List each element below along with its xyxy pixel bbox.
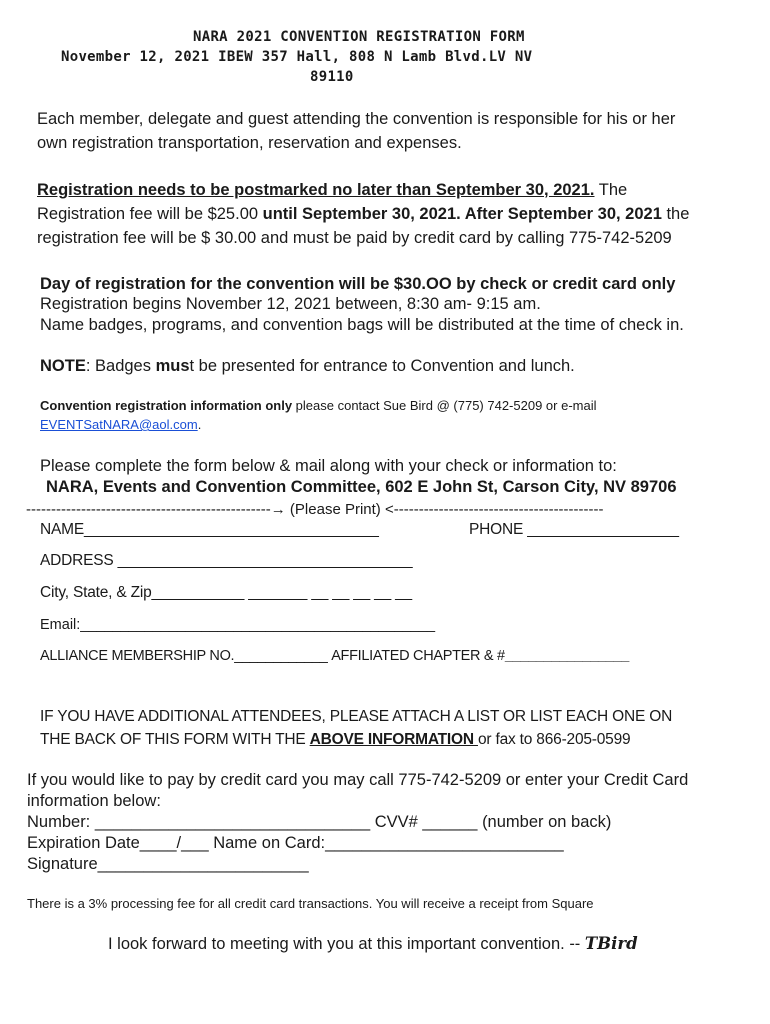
alliance-line[interactable]: ____________ [234, 648, 328, 664]
city-line[interactable]: ___________ _______ __ __ __ __ __ [151, 584, 412, 601]
fee-part-a: Registration fee will be $25.00 [37, 205, 263, 223]
attendees-text-a: THE BACK OF THIS FORM WITH THE [40, 731, 310, 748]
contact-email-link[interactable]: EVENTSatNARA@aol.com [40, 417, 198, 432]
deadline-bold: Registration needs to be postmarked no later than September 30, 2021. [37, 181, 595, 199]
event-zip: 89110 [310, 69, 354, 85]
contact-email-line [40, 417, 201, 432]
please-print-divider: -------------------------------------------------→ (Please Print) <------------------------------------------ [26, 501, 604, 518]
card-number-field[interactable]: Number: ______________________________ CVV# ______ (number on back) [27, 813, 612, 831]
registration-fee-late: registration fee will be $ 30.00 and must be paid by credit card by calling 775-742-5209 [37, 229, 672, 247]
address-line[interactable]: ___________________________________ [117, 552, 413, 569]
badges-distribution: Name badges, programs, and convention bags will be distributed at the time of check in. [40, 316, 684, 334]
intro-line-1: Each member, delegate and guest attending the convention is responsible for his or her [37, 110, 676, 128]
contact-info [40, 398, 596, 413]
note-text-a: : Badges [85, 357, 156, 375]
processing-fee-note: There is a 3% processing fee for all credit card transactions. You will receive a receipt from Square [27, 896, 594, 911]
name-line[interactable]: ___________________________________ [83, 521, 379, 538]
note-must: mus [155, 357, 190, 375]
note-text-b: t be presented for entrance to Convention and lunch. [189, 357, 575, 375]
email-label: Email: [40, 617, 81, 633]
form-title: NARA 2021 CONVENTION REGISTRATION FORM [193, 29, 525, 45]
registration-fee [37, 205, 689, 224]
name-field[interactable] [40, 521, 379, 539]
mail-address [46, 478, 677, 497]
mail-address-bold: NARA, Events and Convention Committee, 602 E John St, Carson City, NV 89706 [46, 478, 677, 496]
city-state-zip-field[interactable] [40, 584, 412, 602]
registration-time: Registration begins November 12, 2021 between, 8:30 am- 9:15 am. [40, 295, 541, 313]
closing-text: I look forward to meeting with you at this important convention. -- [108, 935, 585, 953]
mail-instructions: Please complete the form below & mail along with your check or information to: [40, 457, 617, 475]
signature-tbird: TBird [584, 934, 638, 953]
chapter-label: AFFILIATED CHAPTER & # [331, 648, 505, 664]
attendees-bold: ABOVE INFORMATION [309, 731, 478, 748]
address-label: ADDRESS [40, 552, 114, 569]
closing-line [108, 934, 638, 954]
expiration-name-field[interactable]: Expiration Date____/___ Name on Card:__________________________ [27, 834, 564, 852]
alliance-label: ALLIANCE MEMBERSHIP NO. [40, 648, 235, 664]
credit-card-intro-2: information below: [27, 792, 161, 810]
credit-card-intro-1: If you would like to pay by credit card you may call 775-742-5209 or enter your Credit Card [27, 771, 689, 789]
day-of-bold: Day of registration for the convention will be $30.OO by check or credit card only [40, 275, 676, 293]
contact-period: . [197, 417, 202, 432]
contact-text: please contact Sue Bird @ (775) 742-5209 or e-mail [292, 398, 597, 413]
fee-part-c: the [661, 205, 690, 223]
name-label: NAME [40, 521, 84, 538]
email-field[interactable] [40, 617, 435, 633]
deadline-rest: The [594, 181, 628, 199]
address-field[interactable] [40, 552, 412, 570]
note-label: NOTE [40, 357, 86, 375]
attendees-line-1: IF YOU HAVE ADDITIONAL ATTENDEES, PLEASE ATTACH A LIST OR LIST EACH ONE ON [40, 708, 673, 725]
signature-field[interactable]: Signature_______________________ [27, 855, 309, 873]
attendees-line-2 [40, 731, 630, 749]
day-of-registration [40, 275, 675, 294]
phone-line[interactable]: __________________ [527, 521, 679, 538]
intro-line-2: own registration transportation, reservation and expenses. [37, 134, 462, 152]
email-line[interactable]: ____________________________________________ [80, 617, 436, 633]
contact-bold: Convention registration information only [40, 398, 293, 413]
phone-field[interactable] [469, 521, 679, 539]
phone-label: PHONE [469, 521, 524, 538]
chapter-line[interactable]: ________________ [504, 648, 630, 664]
event-location: November 12, 2021 IBEW 357 Hall, 808 N Lamb Blvd.LV NV [61, 49, 533, 65]
membership-field[interactable] [40, 648, 629, 664]
registration-deadline [37, 181, 627, 200]
note [40, 357, 575, 376]
fee-part-b: until September 30, 2021. After September 30, 2021 [262, 205, 662, 223]
city-label: City, State, & Zip [40, 584, 152, 601]
attendees-text-b: or fax to 866-205-0599 [478, 731, 631, 748]
